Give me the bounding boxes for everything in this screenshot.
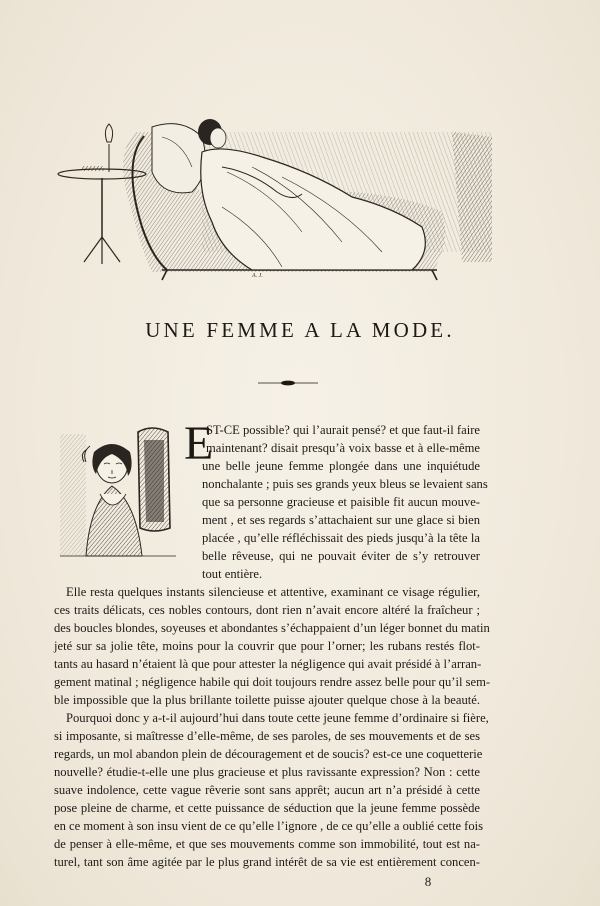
text-line: nouvelle? étudie-t-elle une plus gracieuse et plus ravissante expression? Non : cette xyxy=(54,765,480,779)
page-number: 8 xyxy=(424,874,432,889)
text-line: que sa personne gracieuse et paisible fit aucun mouve- xyxy=(202,495,480,509)
text-line: si imposante, si maîtresse d’elle-même, de ses paroles, de ses mouvements et de ses xyxy=(54,729,480,743)
text-line: une belle jeune femme plongée dans une inquiétude xyxy=(202,459,480,473)
text-line: tants au hasard n’étaient là que pour attester la négligence qui avait présidé à l’arran- xyxy=(54,657,482,671)
text-line: tout entière. xyxy=(202,567,263,581)
drop-cap: E xyxy=(184,417,214,470)
text-line: placée , qu’elle réfléchissait des pieds jusqu’à la tête la xyxy=(202,531,480,545)
text-line: gement matinal ; négligence habile qui doit toujours rendre assez belle pour qu’il sem- xyxy=(54,675,491,689)
text-line: nonchalante ; puis ses grands yeux bleus se levaient sans xyxy=(202,477,488,491)
text-line: ble impossible que la plus brillante toilette puisse ajouter quelque chose à la beauté. xyxy=(54,693,480,707)
text-line: ces traits délicats, ces nobles contours, dont rien n’avait encore altéré la fraîcheur ; xyxy=(54,603,480,617)
text-line: de penser à elle-même, et que ses mouvements comme son immobilité, tout est na- xyxy=(54,837,480,851)
text-line: des boucles blondes, soyeuses et abondantes s’échappaient d’un léger bonnet du matin xyxy=(54,621,490,635)
text-line: ST-CE possible? qui l’aurait pensé? et que faut-il faire xyxy=(206,423,480,437)
text-line: suave indolence, cette vague rêverie sont sans apprêt; aucun art n’a présidé à cette xyxy=(54,783,480,797)
svg-text:A. J.: A. J. xyxy=(252,273,263,279)
text-line: en ce moment à son insu vient de ce qu’elle l’ignore , de ce qu’elle a oublié cette fois xyxy=(54,819,484,833)
chapter-title: UNE FEMME A LA MODE. xyxy=(145,318,455,342)
text-line: belle rêveuse, qui ne pouvait éviter de s’y retrouver xyxy=(202,549,480,563)
text-line: turel, tant son âme agitée par le plus grand intérêt de sa vie est entièrement concen- xyxy=(54,855,480,869)
text-line: maintenant? disait presqu’à voix basse et à elle-même xyxy=(206,441,480,455)
text-line: pose pleine de charme, et cette puissance de séduction que la jeune femme possède xyxy=(54,801,480,815)
text-line: ment , et ses regards s’attachaient sur une glace si bien xyxy=(202,513,480,527)
text-line: jeté sur sa jolie tête, moins pour la couvrir que pour l’orner; les rubans restés flot- xyxy=(54,639,480,653)
text-line: Pourquoi donc y a-t-il aujourd’hui dans toute cette jeune femme d’ordinaire si fière, xyxy=(66,711,489,725)
text-line: regards, un mol abandon plein de découragement et de soucis? est-ce une coquetterie xyxy=(54,747,483,761)
text-line: Elle resta quelques instants silencieuse et attentive, examinant ce visage régulier, xyxy=(66,585,480,599)
